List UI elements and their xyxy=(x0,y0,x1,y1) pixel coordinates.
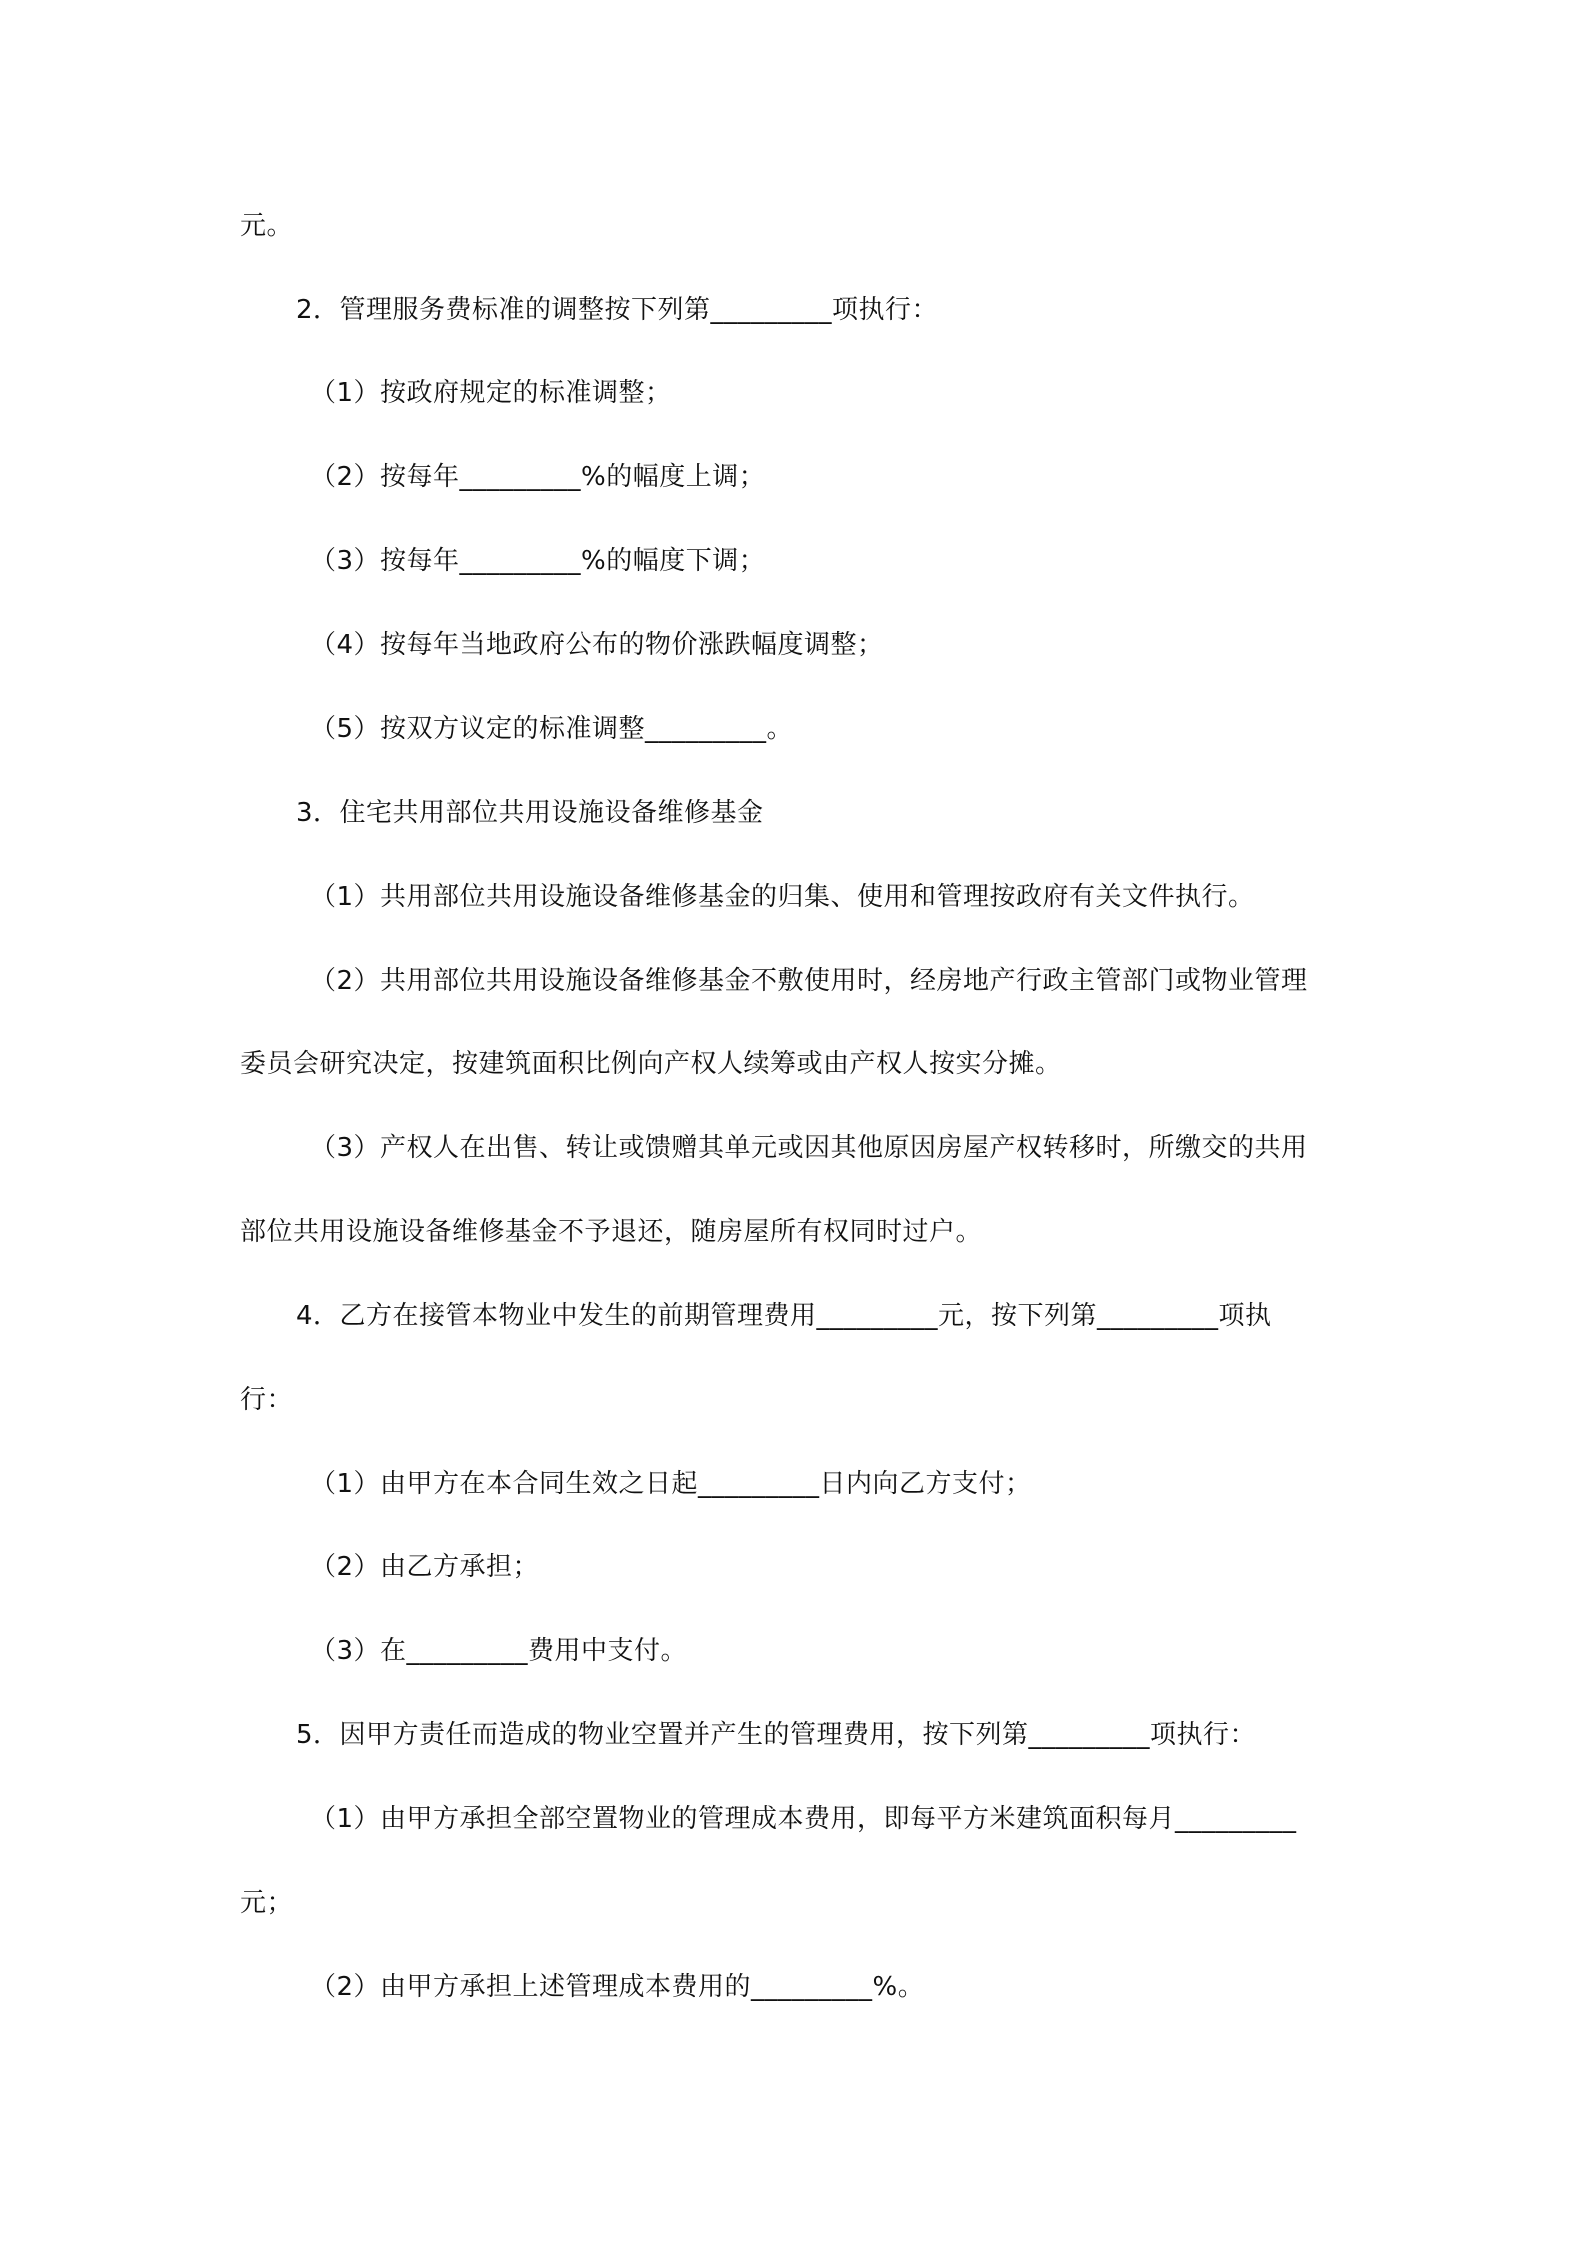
list-item: （4）按每年当地政府公布的物价涨跌幅度调整； xyxy=(310,630,884,660)
section-heading: 3．住宅共用部位共用设施设备维修基金 xyxy=(296,798,764,828)
text-line: 元。 xyxy=(240,211,294,241)
list-item: （3）产权人在出售、转让或馈赠其单元或因其他原因房屋产权转移时，所缴交的共用 xyxy=(310,1133,1308,1163)
section-heading: 4．乙方在接管本物业中发生的前期管理费用_________元，按下列第_________项执 xyxy=(296,1301,1272,1331)
text-line: 部位共用设施设备维修基金不予退还，随房屋所有权同时过户。 xyxy=(240,1217,983,1247)
list-item: （2）按每年_________%的幅度上调； xyxy=(310,462,766,492)
text-line: 委员会研究决定，按建筑面积比例向产权人续筹或由产权人按实分摊。 xyxy=(240,1049,1062,1079)
section-heading: 2．管理服务费标准的调整按下列第_________项执行： xyxy=(296,295,939,325)
list-item: （2）共用部位共用设施设备维修基金不敷使用时，经房地产行政主管部门或物业管理 xyxy=(310,966,1308,996)
list-item: （5）按双方议定的标准调整_________。 xyxy=(310,714,794,744)
list-item: （3）在_________费用中支付。 xyxy=(310,1636,688,1666)
text-line: 元； xyxy=(240,1888,294,1918)
list-item: （1）共用部位共用设施设备维修基金的归集、使用和管理按政府有关文件执行。 xyxy=(310,882,1255,912)
text-line: 行： xyxy=(240,1385,294,1415)
list-item: （2）由乙方承担； xyxy=(310,1552,540,1582)
list-item: （1）按政府规定的标准调整； xyxy=(310,378,672,408)
list-item: （1）由甲方在本合同生效之日起_________日内向乙方支付； xyxy=(310,1469,1032,1499)
list-item: （1）由甲方承担全部空置物业的管理成本费用，即每平方米建筑面积每月_________ xyxy=(310,1804,1297,1834)
list-item: （2）由甲方承担上述管理成本费用的_________%。 xyxy=(310,1972,925,2002)
section-heading: 5．因甲方责任而造成的物业空置并产生的管理费用，按下列第_________项执行： xyxy=(296,1720,1257,1750)
list-item: （3）按每年_________%的幅度下调； xyxy=(310,546,766,576)
